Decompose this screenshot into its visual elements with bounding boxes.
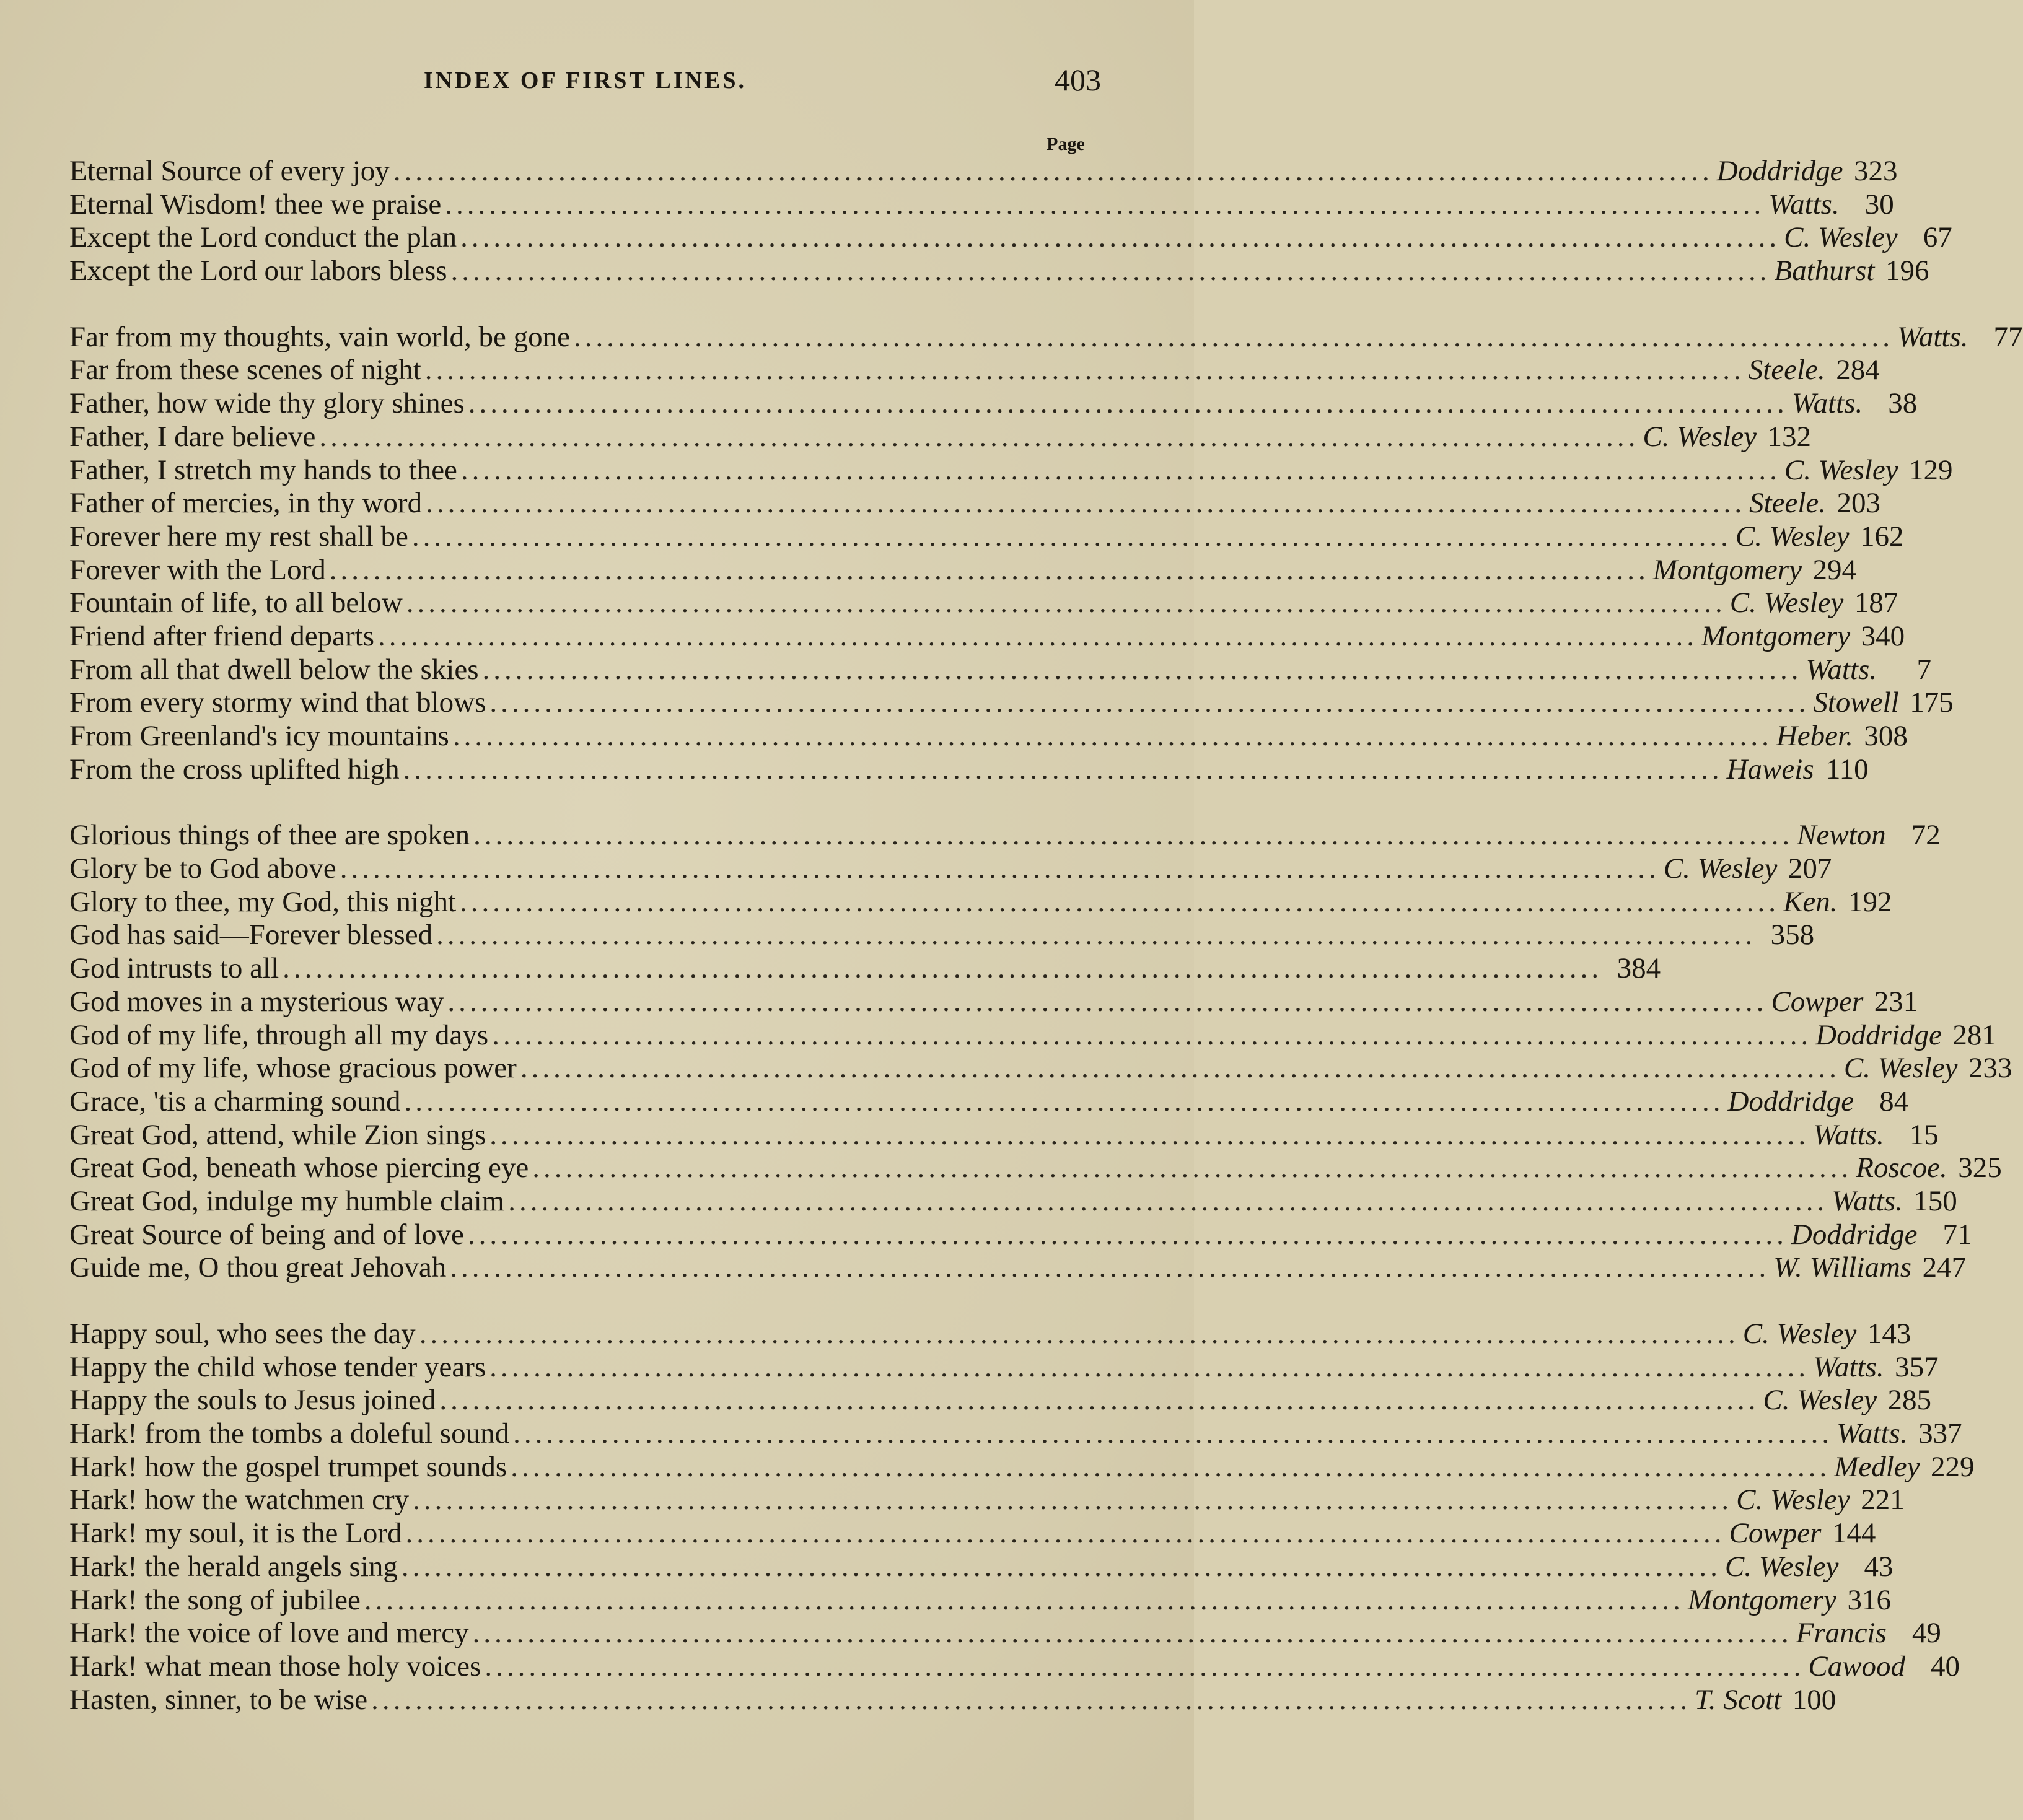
index-entry <box>69 320 2023 354</box>
dot-leader: ........................................................................................................................ <box>492 1018 1812 1051</box>
index-entry <box>69 553 1856 587</box>
index-entry <box>69 1550 1894 1584</box>
hymn-first-line: Forever with the Lord <box>69 553 326 586</box>
hymn-author: Montgomery <box>1652 553 1802 586</box>
hymn-first-line: God intrusts to all <box>69 952 279 985</box>
hymn-page-number: 77 <box>1993 320 2023 353</box>
index-entry <box>69 952 1661 986</box>
hymn-first-line: Guide me, O thou great Jehovah <box>69 1251 447 1284</box>
dot-leader: ........................................................................................................................ <box>508 1184 1828 1217</box>
dot-leader: ........................................................................................................................ <box>405 1517 1726 1550</box>
page-header <box>69 62 1101 105</box>
dot-leader: ........................................................................................................................ <box>364 1583 1684 1616</box>
dot-leader: ........................................................................................................................ <box>371 1683 1692 1716</box>
hymn-page-number: 231 <box>1874 985 1918 1018</box>
hymn-author: Watts. <box>1768 188 1840 221</box>
hymn-page-number: 187 <box>1854 587 1898 619</box>
hymn-first-line: Glory to thee, my God, this night <box>69 885 457 918</box>
hymn-page-number: 284 <box>1836 354 1880 387</box>
hymn-first-line: Hark! how the watchmen cry <box>69 1484 410 1516</box>
dot-leader: ........................................................................................................................ <box>520 1052 1840 1085</box>
hymn-first-line: From all that dwell below the skies <box>69 653 479 686</box>
index-entry <box>69 354 1880 387</box>
index-entry <box>69 1085 1909 1119</box>
index-entry <box>69 1517 1876 1551</box>
index-entry <box>69 753 1869 787</box>
hymn-first-line: Father, I dare believe <box>69 420 316 453</box>
hymn-author: Ken. <box>1783 885 1838 918</box>
index-entry <box>69 1318 1911 1351</box>
hymn-page-number: 144 <box>1832 1517 1876 1550</box>
index-entry <box>69 1583 1892 1617</box>
hymn-first-line: Father, how wide thy glory shines <box>69 387 465 420</box>
hymn-first-line: Far from my thoughts, vain world, be gone <box>69 320 571 353</box>
hymn-author: Watts. <box>1791 387 1863 420</box>
index-entry <box>69 852 1832 886</box>
index-entry <box>69 1450 1975 1484</box>
hymn-first-line: Fountain of life, to all below <box>69 587 403 619</box>
dot-leader: ........................................................................................................................ <box>489 1118 1810 1151</box>
hymn-author: Watts. <box>1806 653 1877 686</box>
index-entry <box>69 1018 1996 1052</box>
hymn-page-number: 196 <box>1885 255 1929 287</box>
dot-leader: ........................................................................................................................ <box>482 653 1802 686</box>
hymn-page-number: 294 <box>1812 553 1856 586</box>
index-entry <box>69 188 1894 222</box>
hymn-author: C. Wesley <box>1736 1484 1850 1516</box>
hymn-page-number: 7 <box>1916 653 1932 686</box>
hymn-first-line: God moves in a mysterious way <box>69 985 444 1018</box>
index-entry <box>69 1384 1932 1417</box>
hymn-first-line: Father of mercies, in thy word <box>69 487 423 520</box>
dot-leader: ........................................................................................................................ <box>532 1152 1853 1184</box>
hymn-author: T. Scott <box>1695 1683 1782 1716</box>
index-entry <box>69 1417 1962 1451</box>
hymn-page-number: 15 <box>1909 1118 1939 1151</box>
hymn-page-number: 30 <box>1864 188 1894 221</box>
hymn-author: Medley <box>1834 1450 1920 1483</box>
hymn-page-number: 308 <box>1864 720 1908 752</box>
dot-leader: ........................................................................................................................ <box>513 1417 1833 1450</box>
hymn-first-line: Hark! how the gospel trumpet sounds <box>69 1450 507 1483</box>
dot-leader: ........................................................................................................................ <box>450 1251 1770 1284</box>
hymn-page-number: 84 <box>1879 1085 1909 1118</box>
hymn-first-line: God has said—Forever blessed <box>69 919 433 952</box>
index-entry <box>69 1118 1939 1152</box>
hymn-first-line: Except the Lord our labors bless <box>69 255 447 287</box>
index-entry <box>69 1617 1941 1650</box>
dot-leader: ........................................................................................................................ <box>467 1218 1788 1251</box>
page-column-label: Page <box>1047 134 1085 154</box>
page-number: 403 <box>1055 63 1101 97</box>
hymn-author: Doddridge <box>1791 1218 1918 1251</box>
dot-leader: ........................................................................................................................ <box>426 487 1746 520</box>
index-entry <box>69 1184 1957 1218</box>
hymn-first-line: Hark! the herald angels sing <box>69 1550 398 1583</box>
hymn-page-number: 43 <box>1864 1550 1894 1583</box>
dot-leader: ........................................................................................................................ <box>404 1085 1724 1118</box>
hymn-first-line: Grace, 'tis a charming sound <box>69 1085 401 1118</box>
index-entry <box>69 885 1892 919</box>
dot-leader: ........................................................................................................................ <box>340 852 1660 885</box>
hymn-page-number: 233 <box>1968 1052 2012 1085</box>
index-entry <box>69 1484 1905 1517</box>
dot-leader: ........................................................................................................................ <box>319 420 1639 453</box>
hymn-page-number: 38 <box>1888 387 1918 420</box>
hymn-author: C. Wesley <box>1843 1052 1958 1085</box>
hymn-page-number: 285 <box>1887 1384 1932 1417</box>
dot-leader: ........................................................................................................................ <box>473 819 1794 852</box>
dot-leader: ........................................................................................................................ <box>445 188 1765 221</box>
hymn-first-line: From every stormy wind that blows <box>69 686 486 719</box>
hymn-first-line: Great God, indulge my humble claim <box>69 1184 505 1217</box>
hymn-author: Watts. <box>1813 1118 1884 1151</box>
index-entry <box>69 653 1932 687</box>
hymn-author: Haweis <box>1726 753 1814 785</box>
index-of-first-lines <box>69 155 2023 1749</box>
index-entry <box>69 387 1918 421</box>
hymn-page-number: 72 <box>1911 819 1941 852</box>
hymn-first-line: Eternal Wisdom! thee we praise <box>69 188 442 221</box>
hymn-author: Francis <box>1796 1617 1887 1650</box>
hymn-author: C. Wesley <box>1663 852 1778 885</box>
hymn-author: Steele. <box>1748 354 1825 387</box>
hymn-first-line: Happy soul, who sees the day <box>69 1318 416 1350</box>
hymn-page-number: 358 <box>1770 919 1815 952</box>
dot-leader: ........................................................................................................................ <box>460 221 1781 254</box>
hymn-author: Montgomery <box>1687 1583 1837 1616</box>
hymn-author: Newton <box>1797 819 1886 852</box>
hymn-page-number: 357 <box>1895 1350 1939 1383</box>
hymn-page-number: 192 <box>1848 885 1892 918</box>
index-entry <box>69 1683 1836 1717</box>
hymn-author: Doddridge <box>1716 155 1843 187</box>
index-entry <box>69 985 1918 1019</box>
hymn-page-number: 162 <box>1859 520 1904 553</box>
index-entry <box>69 819 1941 852</box>
dot-leader: ........................................................................................................................ <box>436 919 1757 952</box>
hymn-page-number: 129 <box>1909 453 1953 486</box>
hymn-author: Heber. <box>1776 720 1853 752</box>
hymn-first-line: Eternal Source of every joy <box>69 155 390 187</box>
hymn-page-number: 150 <box>1913 1184 1957 1217</box>
hymn-author: Cowper <box>1729 1517 1822 1550</box>
hymn-page-number: 143 <box>1867 1318 1911 1350</box>
hymn-page-number: 67 <box>1923 221 1952 254</box>
hymn-page-number: 337 <box>1918 1417 1962 1450</box>
hymn-author: C. Wesley <box>1643 420 1757 453</box>
hymn-first-line: Hark! from the tombs a doleful sound <box>69 1417 510 1450</box>
hymn-first-line: Hark! the voice of love and mercy <box>69 1617 469 1650</box>
dot-leader: ........................................................................................................................ <box>403 753 1723 785</box>
dot-leader: ........................................................................................................................ <box>329 553 1649 586</box>
dot-leader: ........................................................................................................................ <box>460 453 1781 486</box>
hymn-author: Watts. <box>1813 1350 1884 1383</box>
hymn-author: Watts. <box>1832 1184 1903 1217</box>
hymn-page-number: 384 <box>1617 952 1661 985</box>
hymn-first-line: Great God, attend, while Zion sings <box>69 1118 486 1151</box>
dot-leader: ........................................................................................................................ <box>472 1617 1793 1650</box>
hymn-author: Doddridge <box>1727 1085 1854 1118</box>
hymn-first-line: Friend after friend departs <box>69 619 374 652</box>
index-entry <box>69 155 1898 188</box>
dot-leader: ........................................................................................................................ <box>489 1350 1810 1383</box>
hymn-first-line: Happy the souls to Jesus joined <box>69 1384 436 1417</box>
hymn-page-number: 247 <box>1922 1251 1967 1284</box>
hymn-page-number: 49 <box>1911 1617 1941 1650</box>
dot-leader: ........................................................................................................................ <box>485 1650 1805 1682</box>
dot-leader: ........................................................................................................................ <box>468 387 1788 420</box>
hymn-first-line: Hark! my soul, it is the Lord <box>69 1517 402 1550</box>
index-entry <box>69 255 1929 288</box>
hymn-author: Steele. <box>1749 487 1827 520</box>
hymn-author: Cawood <box>1808 1650 1906 1682</box>
hymn-author: C. Wesley <box>1729 587 1844 619</box>
dot-leader: ........................................................................................................................ <box>452 720 1773 752</box>
hymn-author: Cowper <box>1771 985 1864 1018</box>
hymn-author: Stowell <box>1813 686 1899 719</box>
index-entry <box>69 453 1953 488</box>
index-entry <box>69 1052 2012 1085</box>
hymn-page-number: 325 <box>1958 1152 2002 1184</box>
dot-leader: ........................................................................................................................ <box>460 885 1780 918</box>
dot-leader: ........................................................................................................................ <box>411 520 1732 553</box>
hymn-page-number: 203 <box>1836 487 1881 520</box>
dot-leader: ........................................................................................................................ <box>439 1384 1760 1417</box>
dot-leader: ........................................................................................................................ <box>511 1450 1831 1483</box>
hymn-author: C. Wesley <box>1724 1550 1839 1583</box>
dot-leader: ........................................................................................................................ <box>393 155 1713 187</box>
index-entry <box>69 520 1904 554</box>
hymn-author: W. Williams <box>1773 1251 1912 1284</box>
hymn-author: C. Wesley <box>1742 1318 1857 1350</box>
index-entry <box>69 1650 1960 1684</box>
hymn-first-line: Forever here my rest shall be <box>69 520 408 553</box>
index-section <box>69 155 1952 288</box>
hymn-first-line: God of my life, whose gracious power <box>69 1052 517 1085</box>
hymn-first-line: Great Source of being and of love <box>69 1218 464 1251</box>
hymn-author: Bathurst <box>1774 255 1875 287</box>
hymn-first-line: Glorious things of thee are spoken <box>69 819 470 852</box>
dot-leader: ........................................................................................................................ <box>419 1318 1739 1350</box>
index-section <box>69 320 2023 787</box>
hymn-page-number: 229 <box>1931 1450 1975 1483</box>
index-entry <box>69 720 1908 753</box>
hymn-author: C. Wesley <box>1735 520 1850 553</box>
hymn-first-line: Great God, beneath whose piercing eye <box>69 1152 529 1184</box>
hymn-first-line: Hark! what mean those holy voices <box>69 1650 481 1682</box>
index-entry <box>69 587 1898 620</box>
hymn-first-line: Hasten, sinner, to be wise <box>69 1683 368 1716</box>
hymn-author: C. Wesley <box>1784 221 1898 254</box>
hymn-page-number: 175 <box>1910 686 1954 719</box>
dot-leader: ........................................................................................................................ <box>283 952 1603 985</box>
index-entry <box>69 1350 1939 1385</box>
index-section <box>69 819 2012 1285</box>
hymn-first-line: From the cross uplifted high <box>69 753 400 785</box>
hymn-page-number: 40 <box>1931 1650 1960 1682</box>
dot-leader: ........................................................................................................................ <box>378 619 1698 652</box>
index-entry <box>69 1152 2002 1185</box>
hymn-page-number: 100 <box>1792 1683 1836 1716</box>
hymn-first-line: Father, I stretch my hands to thee <box>69 453 457 486</box>
hymn-first-line: Hark! the song of jubilee <box>69 1583 361 1616</box>
hymn-author: Montgomery <box>1701 619 1851 652</box>
dot-leader: ........................................................................................................................ <box>401 1550 1721 1583</box>
hymn-page-number: 71 <box>1942 1218 1972 1251</box>
index-entry <box>69 221 1952 255</box>
dot-leader: ........................................................................................................................ <box>489 686 1810 719</box>
running-title: INDEX OF FIRST LINES. <box>423 68 747 94</box>
hymn-page-number: 281 <box>1952 1018 1996 1051</box>
hymn-page-number: 323 <box>1853 155 1898 187</box>
hymn-author: Watts. <box>1836 1417 1908 1450</box>
dot-leader: ........................................................................................................................ <box>450 255 1771 287</box>
dot-leader: ........................................................................................................................ <box>574 320 1894 353</box>
index-entry <box>69 1251 1967 1285</box>
dot-leader: ........................................................................................................................ <box>413 1484 1733 1516</box>
index-entry <box>69 619 1905 654</box>
hymn-author: C. Wesley <box>1784 453 1898 486</box>
index-entry <box>69 420 1812 454</box>
hymn-author: Roscoe. <box>1856 1152 1947 1184</box>
index-entry <box>69 1218 1972 1252</box>
hymn-first-line: Happy the child whose tender years <box>69 1350 486 1383</box>
hymn-first-line: From Greenland's icy mountains <box>69 720 449 752</box>
dot-leader: ........................................................................................................................ <box>447 985 1768 1018</box>
dot-leader: ........................................................................................................................ <box>424 354 1745 387</box>
dot-leader: ........................................................................................................................ <box>406 587 1726 619</box>
hymn-first-line: God of my life, through all my days <box>69 1018 489 1051</box>
hymn-page-number: 132 <box>1767 420 1812 453</box>
hymn-author: Doddridge <box>1815 1018 1942 1051</box>
hymn-page-number: 221 <box>1861 1484 1905 1516</box>
index-entry <box>69 686 1954 720</box>
hymn-author: C. Wesley <box>1763 1384 1877 1417</box>
hymn-first-line: Glory be to God above <box>69 852 336 885</box>
hymn-page-number: 340 <box>1861 619 1905 652</box>
hymn-page-number: 110 <box>1825 753 1869 785</box>
hymn-page-number: 316 <box>1847 1583 1892 1616</box>
hymn-page-number: 207 <box>1788 852 1832 885</box>
hymn-first-line: Far from these scenes of night <box>69 354 421 387</box>
hymn-first-line: Except the Lord conduct the plan <box>69 221 457 254</box>
hymn-author: Watts. <box>1897 320 1968 353</box>
index-entry <box>69 487 1881 520</box>
index-entry <box>69 919 1815 952</box>
index-section <box>69 1318 1975 1717</box>
